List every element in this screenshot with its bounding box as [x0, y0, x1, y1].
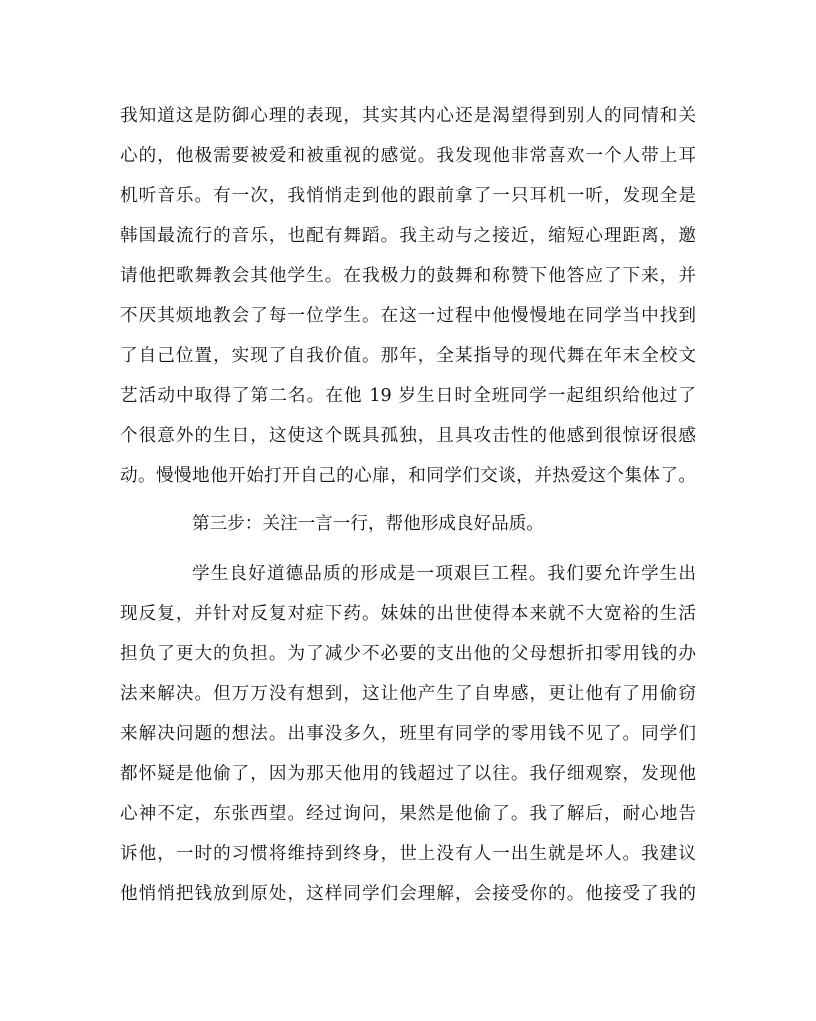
section-heading: 第三步：关注一言一行，帮他形成良好品质。 [192, 514, 544, 534]
paragraph-1-line-2: 心的，他极需要被爱和被重视的感觉。我发现他非常喜欢一个人带上耳 [120, 146, 696, 166]
paragraph-2-line-4: 法来解决。但万万没有想到，这让他产生了自卑感，更让他有了用偷窃 [120, 684, 696, 704]
paragraph-2-line-1: 学生良好道德品质的形成是一项艰巨工程。我们要允许学生出 [192, 564, 696, 584]
paragraph-1-line-1: 我知道这是防御心理的表现，其实其内心还是渴望得到别人的同情和关 [120, 106, 696, 126]
paragraph-1-line-3: 机听音乐。有一次，我悄悄走到他的跟前拿了一只耳机一听，发现全是 [120, 186, 696, 206]
paragraph-2-line-2: 现反复，并针对反复对症下药。妹妹的出世使得本来就不大宽裕的生活 [120, 604, 696, 624]
paragraph-2-line-6: 都怀疑是他偷了，因为那天他用的钱超过了以往。我仔细观察，发现他 [120, 764, 696, 784]
paragraph-1-line-7: 了自己位置，实现了自我价值。那年，全某指导的现代舞在年末全校文 [120, 346, 696, 366]
paragraph-1-line-4: 韩国最流行的音乐，也配有舞蹈。我主动与之接近，缩短心理距离，邀 [120, 226, 696, 246]
paragraph-2-line-8: 诉他，一时的习惯将维持到终身，世上没有人一出生就是坏人。我建议 [120, 844, 696, 864]
paragraph-1-line-5: 请他把歌舞教会其他学生。在我极力的鼓舞和称赞下他答应了下来，并 [120, 266, 696, 286]
paragraph-2-line-5: 来解决问题的想法。出事没多久，班里有同学的零用钱不见了。同学们 [120, 724, 696, 744]
paragraph-2-line-3: 担负了更大的负担。为了减少不必要的支出他的父母想折扣零用钱的办 [120, 644, 696, 664]
paragraph-2-line-9: 他悄悄把钱放到原处，这样同学们会理解，会接受你的。他接受了我的 [120, 884, 696, 904]
paragraph-2-line-7: 心神不定，东张西望。经过询问，果然是他偷了。我了解后，耐心地告 [120, 804, 696, 824]
paragraph-1-line-8: 艺活动中取得了第二名。在他 19 岁生日时全班同学一起组织给他过了 [120, 386, 696, 406]
paragraph-1-line-9: 个很意外的生日，这使这个既具孤独，且具攻击性的他感到很惊讶很感 [120, 426, 696, 446]
paragraph-1-line-10: 动。慢慢地他开始打开自己的心扉，和同学们交谈，并热爱这个集体了。 [120, 466, 696, 486]
paragraph-1-line-6: 不厌其烦地教会了每一位学生。在这一过程中他慢慢地在同学当中找到 [120, 306, 696, 326]
